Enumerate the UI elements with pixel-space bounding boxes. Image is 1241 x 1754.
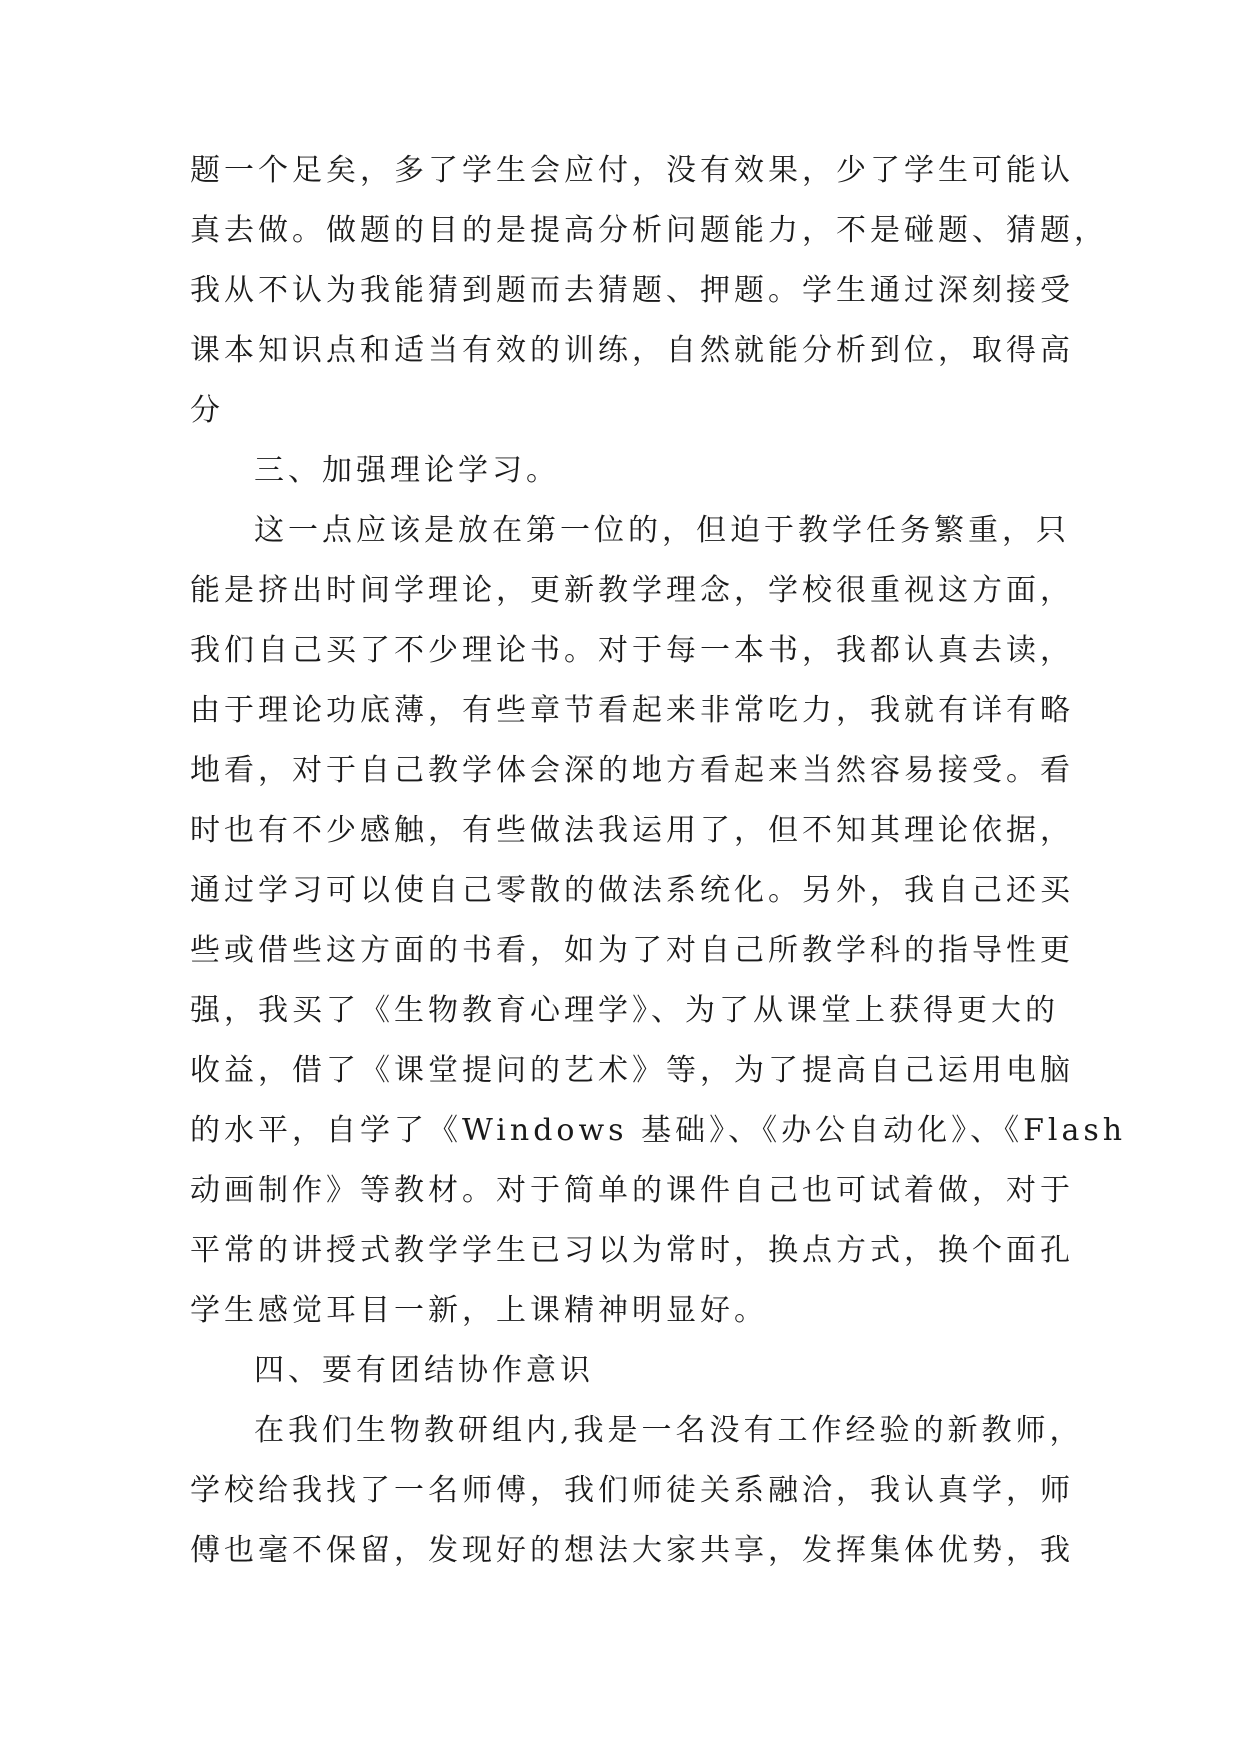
text-line: 学校给我找了一名师傅，我们师徒关系融洽，我认真学，师 xyxy=(190,1473,1074,1508)
text-line: 能是挤出时间学理论，更新教学理念，学校很重视这方面， xyxy=(190,573,1074,608)
text-line: 我从不认为我能猜到题而去猜题、押题。学生通过深刻接受 xyxy=(190,273,1074,308)
text-line: 真去做。做题的目的是提高分析问题能力，不是碰题、猜题， xyxy=(190,213,1108,248)
text-line: 这一点应该是放在第一位的，但迫于教学任务繁重，只 xyxy=(254,513,1070,548)
text-line: 分 xyxy=(190,393,224,428)
text-line: 由于理论功底薄，有些章节看起来非常吃力，我就有详有略 xyxy=(190,693,1074,728)
text-line: 时也有不少感触，有些做法我运用了，但不知其理论依据， xyxy=(190,813,1074,848)
text-line: 通过学习可以使自己零散的做法系统化。另外，我自己还买 xyxy=(190,873,1074,908)
section-heading: 三、加强理论学习。 xyxy=(254,453,560,488)
text-line: 题一个足矣，多了学生会应付，没有效果，少了学生可能认 xyxy=(190,153,1074,188)
text-line: 课本知识点和适当有效的训练，自然就能分析到位，取得高 xyxy=(190,333,1074,368)
text-line: 的水平，自学了《Windows 基础》、《办公自动化》、《Flash xyxy=(190,1113,1127,1148)
text-line: 学生感觉耳目一新，上课精神明显好。 xyxy=(190,1293,768,1328)
text-line: 强，我买了《生物教育心理学》、为了从课堂上获得更大的 xyxy=(190,993,1059,1028)
text-line: 收益，借了《课堂提问的艺术》等，为了提高自己运用电脑 xyxy=(190,1053,1074,1088)
text-line: 傅也毫不保留，发现好的想法大家共享，发挥集体优势，我 xyxy=(190,1533,1074,1568)
text-line: 地看，对于自己教学体会深的地方看起来当然容易接受。看 xyxy=(190,753,1074,788)
section-heading: 四、要有团结协作意识 xyxy=(254,1353,594,1388)
text-line: 平常的讲授式教学学生已习以为常时，换点方式，换个面孔 xyxy=(190,1233,1074,1268)
text-line: 我们自己买了不少理论书。对于每一本书，我都认真去读， xyxy=(190,633,1074,668)
text-line: 动画制作》等教材。对于简单的课件自己也可试着做，对于 xyxy=(190,1173,1074,1208)
text-line: 在我们生物教研组内,我是一名没有工作经验的新教师， xyxy=(254,1413,1084,1448)
text-line: 些或借些这方面的书看，如为了对自己所教学科的指导性更 xyxy=(190,933,1074,968)
